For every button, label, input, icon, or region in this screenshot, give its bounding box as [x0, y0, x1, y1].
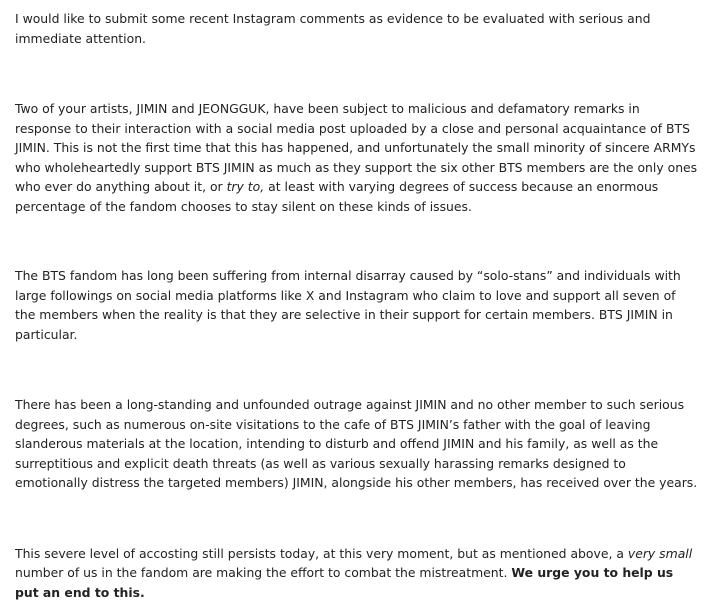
artists-paragraph-text-end: at least with varying degrees of success because an enormous percentage of the fandom chooses to stay silent on these kinds of issues.: [15, 179, 658, 214]
closing-paragraph: [15, 544, 699, 602]
outrage-paragraph: There has been a long-standing and unfounded outrage against JIMIN and no other member to such serious degrees, such as numerous on-site visitations to the cafe of BTS JIMIN’s father with the goal of leaving slanderous materials at the location, intending to disturb and offend JIMIN and his family, as well as the surreptitious and explicit death threats (as well as various sexually harassing remarks designed to emotionally distress the targeted members) JIMIN, alongside his other members, has received over the years.: [15, 395, 699, 493]
artists-paragraph-emphasis: try to,: [227, 179, 265, 194]
closing-paragraph-emphasis: very small: [628, 546, 692, 561]
closing-paragraph-text-mid: number of us in the fandom are making the effort to combat the mistreatment.: [15, 565, 511, 580]
intro-paragraph: I would like to submit some recent Instagram comments as evidence to be evaluated with serious and immediate attention.: [15, 9, 699, 48]
artists-paragraph-text: Two of your artists, JIMIN and JEONGGUK, have been subject to malicious and defamatory remarks in response to their interaction with a social media post uploaded by a close and personal acquaintance of BTS JIMIN. This is not the first time that this has happened, and unfortunately the small minority of sincere ARMYs who wholeheartedly support BTS JIMIN as much as they support the six other BTS members are the only ones who ever do anything about it, or: [15, 101, 697, 194]
artists-paragraph: [15, 99, 699, 216]
closing-paragraph-text: This severe level of accosting still persists today, at this very moment, but as mentioned above, a: [15, 546, 628, 561]
closing-paragraph-call-to-action: We urge you to help us put an end to this.: [15, 565, 673, 600]
document-body: [15, 9, 699, 602]
fandom-paragraph: The BTS fandom has long been suffering from internal disarray caused by “solo-stans” and individuals with large followings on social media platforms like X and Instagram who claim to love and support all seven of the members when the reality is that they are selective in their support for certain members. BTS JIMIN in particular.: [15, 266, 699, 344]
